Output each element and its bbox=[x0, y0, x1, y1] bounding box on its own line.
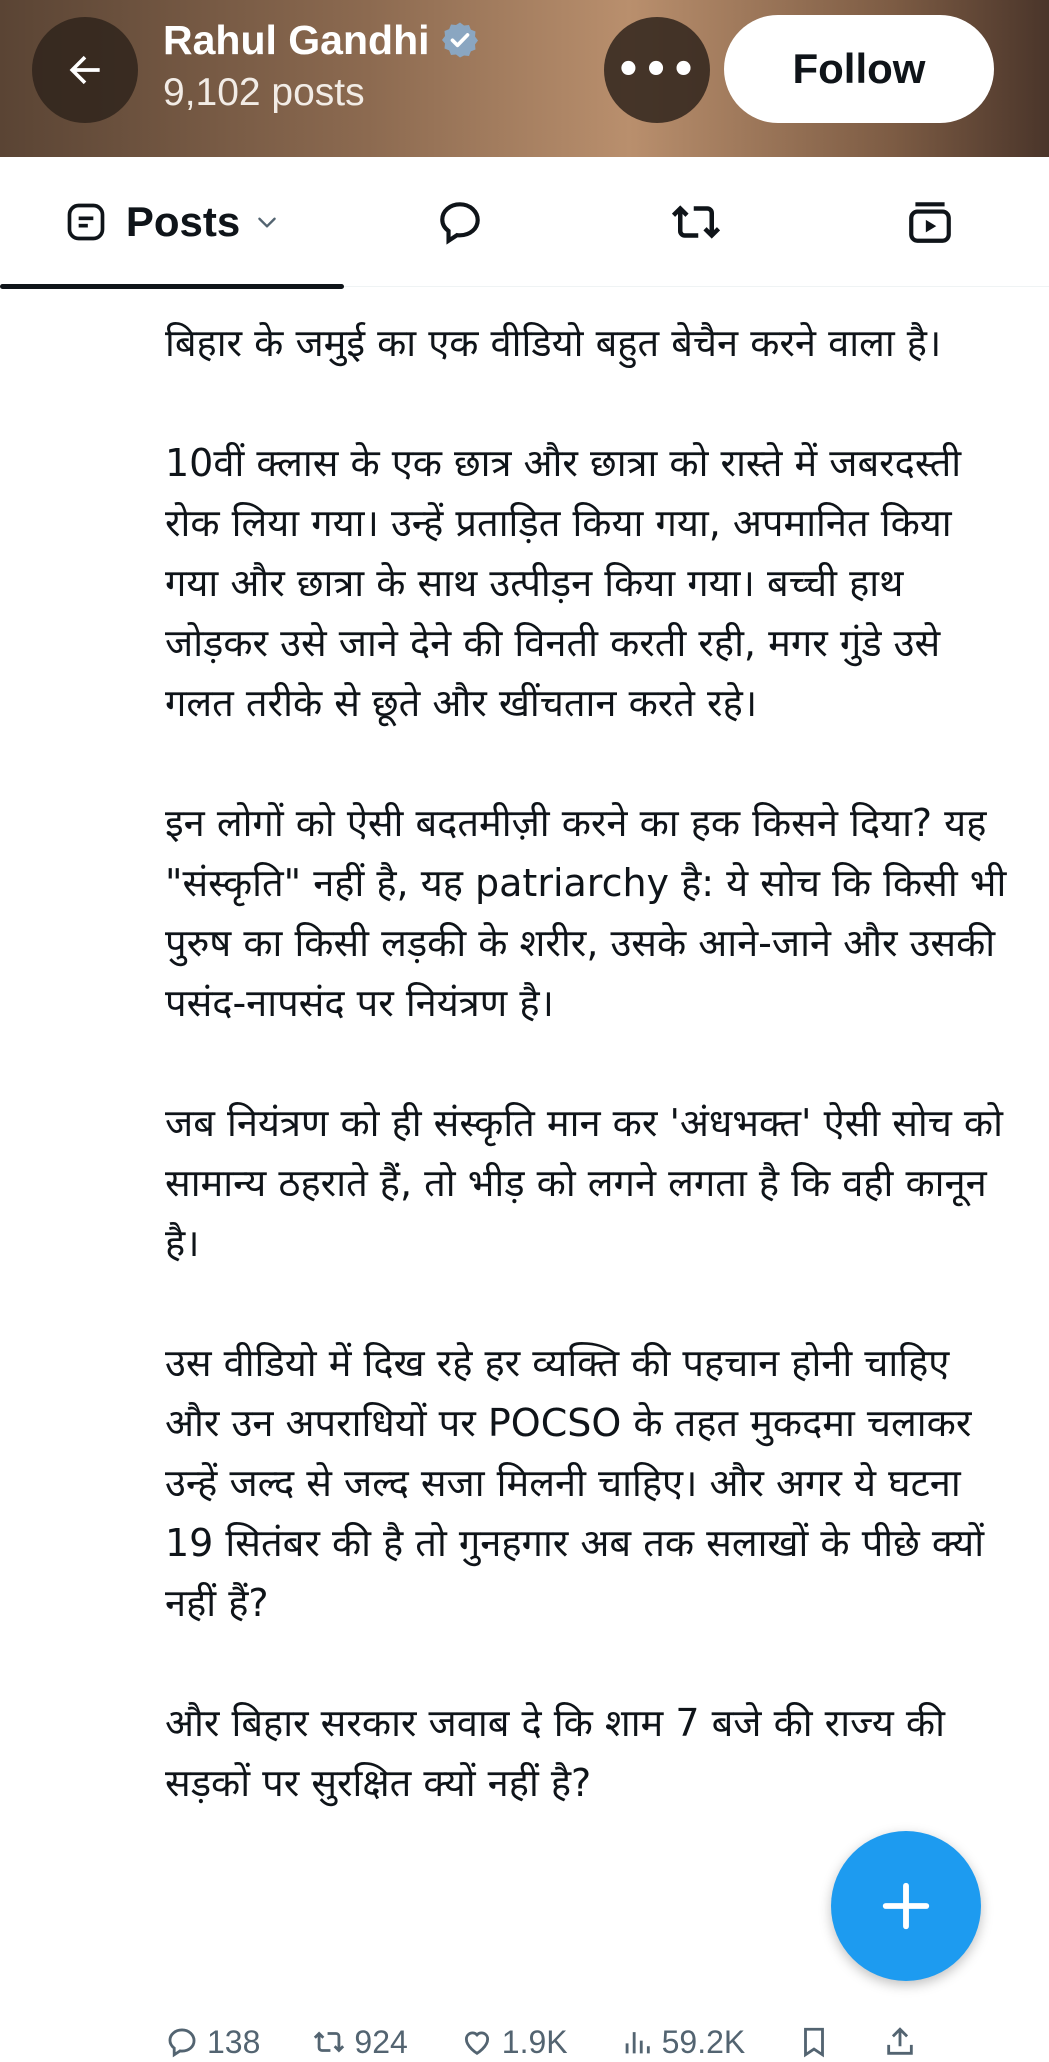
repost-icon bbox=[312, 2025, 346, 2059]
posts-icon bbox=[64, 200, 108, 244]
post-paragraph: बिहार के जमुई का एक वीडियो बहुत बेचैन करने वाला है। bbox=[165, 321, 942, 365]
post-count: 9,102 posts bbox=[163, 71, 365, 114]
profile-header bbox=[0, 0, 1049, 157]
post-paragraph: 10वीं क्लास के एक छात्र और छात्रा को रास्ते में जबरदस्ती रोक लिया गया। उन्हें प्रताड़ित किया गया, अपमानित किया गया और छात्रा के साथ उत्पीड़न किया गया। बच्ची हाथ जोड़कर उसे जाने देने की विनती करती रही, मगर गुंडे उसे गलत तरीके से छूते और खींचतान करते रहे। bbox=[165, 441, 962, 725]
share-action[interactable] bbox=[883, 2025, 917, 2059]
back-arrow-icon bbox=[63, 48, 107, 92]
active-tab-indicator bbox=[0, 284, 344, 289]
views-icon bbox=[620, 2025, 654, 2059]
reply-icon bbox=[435, 197, 485, 247]
more-icon: ••• bbox=[615, 47, 699, 93]
tab-reposts[interactable] bbox=[636, 157, 756, 286]
like-icon bbox=[460, 2025, 494, 2059]
tab-replies[interactable] bbox=[400, 157, 520, 286]
chevron-down-icon bbox=[254, 209, 280, 235]
tab-media[interactable] bbox=[870, 157, 990, 286]
views-action[interactable] bbox=[620, 2024, 746, 2061]
share-icon bbox=[883, 2025, 917, 2059]
post-paragraph: और बिहार सरकार जवाब दे कि शाम 7 बजे की राज्य की सड़कों पर सुरक्षित क्यों नहीं है? bbox=[165, 1701, 945, 1805]
back-button[interactable] bbox=[32, 17, 138, 123]
post-paragraph: उस वीडियो में दिख रहे हर व्यक्ति की पहचान होनी चाहिए और उन अपराधियों पर POCSO के तहत मुकदमा चलाकर उन्हें जल्द से जल्द सजा मिलनी चाहिए। और अगर ये घटना 19 सितंबर की है तो गुनहगार अब तक सलाखों के पीछे क्यों नहीं हैं? bbox=[165, 1341, 985, 1625]
reply-action[interactable] bbox=[165, 2024, 260, 2061]
verified-badge-icon bbox=[440, 20, 480, 60]
reply-count: 138 bbox=[207, 2023, 261, 2060]
post-paragraph: इन लोगों को ऐसी बदतमीज़ी करने का हक किसने दिया? यह "संस्कृति" नहीं है, यह patriarchy है: ये सोच कि किसी भी पुरुष का किसी लड़की के शरीर, उसके आने-जाने और उसकी पसंद-नापसंद पर नियंत्रण है। bbox=[165, 801, 1007, 1025]
repost-action[interactable] bbox=[312, 2024, 407, 2061]
plus-icon bbox=[879, 1879, 933, 1933]
bookmark-action[interactable] bbox=[797, 2025, 831, 2059]
post-paragraph: जब नियंत्रण को ही संस्कृति मान कर 'अंधभक्त' ऐसी सोच को सामान्य ठहराते हैं, तो भीड़ को लगने लगता है कि वही कानून है। bbox=[165, 1101, 1003, 1265]
bookmark-icon bbox=[797, 2025, 831, 2059]
reply-icon bbox=[165, 2025, 199, 2059]
repost-count: 924 bbox=[354, 2023, 408, 2060]
like-count: 1.9K bbox=[501, 2023, 568, 2060]
more-button[interactable] bbox=[604, 17, 710, 123]
post-body bbox=[165, 313, 1010, 1873]
compose-post-button[interactable] bbox=[831, 1831, 981, 1981]
view-count: 59.2K bbox=[661, 2023, 746, 2060]
repost-icon bbox=[669, 195, 723, 249]
profile-title-block bbox=[163, 14, 480, 118]
media-icon bbox=[905, 197, 955, 247]
tab-posts[interactable] bbox=[0, 157, 344, 286]
follow-button[interactable]: Follow bbox=[724, 15, 994, 123]
tab-posts-label: Posts bbox=[125, 197, 241, 245]
post-actions bbox=[165, 2022, 1045, 2062]
profile-tabs bbox=[0, 157, 1049, 287]
profile-name: Rahul Gandhi bbox=[163, 17, 430, 63]
like-action[interactable] bbox=[460, 2024, 568, 2061]
